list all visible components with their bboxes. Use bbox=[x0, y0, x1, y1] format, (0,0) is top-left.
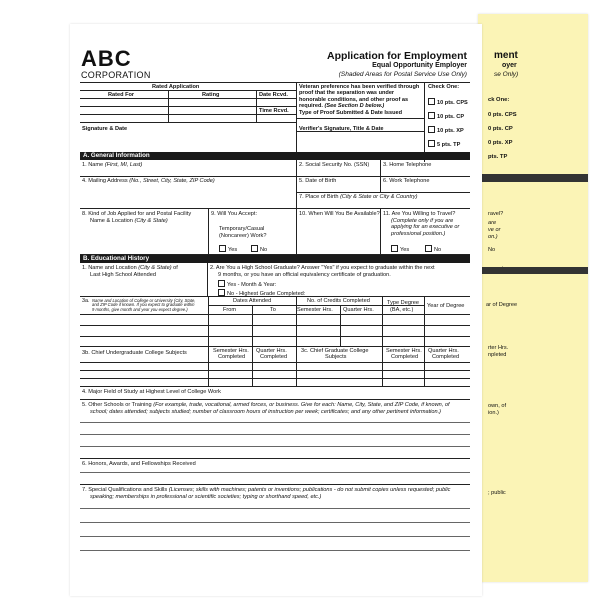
college-hint-1: Name and Location of College or University (City, State, bbox=[92, 297, 196, 303]
rule bbox=[296, 118, 424, 119]
hs-no-label: No - Highest Grade Completed: bbox=[227, 291, 306, 297]
high-school-name-label: 1. Name and Location bbox=[82, 265, 137, 271]
travel-hint-1: (Complete only if you are bbox=[391, 217, 454, 224]
yellow-travel-3: ve or bbox=[488, 227, 501, 233]
will-you-accept-label: 9. Will You Accept: bbox=[211, 211, 258, 217]
veteran-required: required. bbox=[299, 103, 323, 109]
yellow-travel: ravel? bbox=[488, 211, 504, 217]
name-label: 1. Name bbox=[82, 162, 104, 168]
date-of-birth-field[interactable]: 5. Date of Birth bbox=[299, 178, 337, 184]
check-5-tp-label: 5 pts. TP bbox=[437, 142, 461, 148]
hs-graduate-question-1: 2. Are You a High School Graduate? Answer "Yes" if you expect to graduate within the next bbox=[210, 265, 435, 271]
to-label: To bbox=[270, 307, 276, 313]
veteran-line-2: proof that the separation was under bbox=[299, 90, 395, 96]
rule bbox=[80, 386, 470, 387]
travel-no-label: No bbox=[434, 247, 442, 253]
checkbox-10-cp[interactable] bbox=[428, 112, 435, 119]
rule bbox=[208, 208, 209, 254]
grad-sem-label-1: Semester Hrs. bbox=[386, 347, 422, 354]
rule bbox=[296, 82, 297, 162]
credits-label: No. of Credits Completed bbox=[307, 298, 370, 304]
yellow-year-degree: ar of Degree bbox=[486, 302, 518, 308]
other-schools-hint: (For example, trade, vocational, armed forces, or business. Give for each: Name, City, State, and ZIP Code, if known, of bbox=[153, 402, 450, 408]
rule bbox=[380, 160, 381, 192]
from-label: From bbox=[223, 307, 237, 313]
form-subtitle: Equal Opportunity Employer bbox=[372, 62, 467, 69]
rule bbox=[424, 82, 425, 162]
yellow-check-tp: pts. TP bbox=[488, 154, 508, 160]
place-of-birth-label: 7. Place of Birth bbox=[299, 194, 339, 200]
checkbox-travel-yes[interactable] bbox=[391, 245, 398, 252]
yellow-qtr-2: npleted bbox=[488, 352, 507, 358]
rule bbox=[80, 296, 470, 297]
job-applied-label-1: 8. Kind of Job Applied for and Postal Facility bbox=[82, 211, 192, 217]
undergrad-qtr-label-1: Quarter Hrs. bbox=[256, 347, 287, 354]
yellow-title: ment bbox=[494, 50, 518, 61]
rule bbox=[80, 122, 296, 123]
mailing-address-hint: (No., Street, City, State, ZIP Code) bbox=[129, 178, 215, 184]
grad-sem-label-2: Completed bbox=[391, 354, 419, 360]
rule bbox=[296, 192, 470, 193]
dates-attended-label: Dates Attended bbox=[233, 298, 272, 304]
job-applied-label-2 bbox=[90, 218, 168, 225]
yellow-known-1: own, of bbox=[488, 403, 507, 409]
checkbox-10-cps[interactable] bbox=[428, 98, 435, 105]
check-5-tp[interactable] bbox=[428, 140, 460, 149]
high-school-label-2: Last High School Attended bbox=[90, 271, 156, 278]
rule bbox=[80, 378, 470, 379]
type-of-proof-label: Type of Proof Submitted & Date Issued bbox=[299, 110, 403, 116]
other-schools-title: 5. Other Schools or Training bbox=[82, 402, 152, 408]
company-logo: ABC bbox=[81, 46, 132, 71]
veteran-line-3: honorable conditions, and other proof as bbox=[299, 96, 409, 103]
high-school-of: of bbox=[173, 265, 178, 271]
rated-for-label: Rated For bbox=[108, 91, 135, 98]
rule bbox=[80, 208, 470, 209]
check-one-label: Check One: bbox=[428, 83, 460, 90]
rule bbox=[208, 346, 209, 386]
rule bbox=[380, 208, 381, 254]
yellow-travel-4: on.) bbox=[488, 234, 498, 240]
availability-field[interactable]: 10. When Will You Be Available? bbox=[299, 211, 380, 217]
rule bbox=[80, 484, 470, 485]
check-10-cp[interactable] bbox=[428, 112, 464, 121]
rating-label: Rating bbox=[202, 91, 220, 98]
job-location-label: Name & Location bbox=[90, 217, 133, 224]
checkbox-hs-yes[interactable] bbox=[218, 280, 225, 287]
veteran-see-section: (See Section D below.) bbox=[324, 103, 385, 109]
rule bbox=[424, 296, 425, 346]
yellow-check-xp: 0 pts. XP bbox=[488, 140, 513, 146]
special-qualifications-label-2: speaking; memberships in professional or scientific societies; typing or shorthand speed, etc.) bbox=[90, 493, 322, 500]
yellow-subtitle: oyer bbox=[502, 62, 517, 69]
signature-date-label: Signature & Date bbox=[82, 125, 128, 132]
travel-yes-label: Yes bbox=[400, 247, 410, 253]
travel-label: 11. Are You Willing to Travel? bbox=[383, 211, 456, 217]
travel-yes[interactable] bbox=[391, 245, 409, 254]
veteran-line-4 bbox=[299, 103, 384, 110]
hs-graduate-yes[interactable] bbox=[218, 280, 276, 289]
grad-qtr-label-2: Completed bbox=[432, 354, 460, 360]
checkbox-hs-no[interactable] bbox=[218, 289, 225, 296]
undergrad-sem-label-1: Semester Hrs. bbox=[213, 347, 249, 354]
semester-hrs-label: Semester Hrs. bbox=[297, 307, 333, 313]
travel-hint-3: professional position.) bbox=[391, 230, 446, 237]
type-degree-label-1: Type Degree bbox=[387, 300, 420, 306]
job-location-hint: (City & State) bbox=[134, 217, 168, 224]
rule bbox=[80, 106, 296, 107]
accept-no[interactable] bbox=[251, 245, 267, 254]
check-10-cp-label: 10 pts. CP bbox=[437, 114, 465, 120]
rule bbox=[80, 90, 296, 91]
verifier-label: Verifier's Signature, Title & Date bbox=[299, 125, 384, 132]
section-a-title: A. General Information bbox=[83, 152, 150, 159]
rule bbox=[208, 296, 209, 346]
quarter-hrs-label: Quarter Hrs. bbox=[343, 307, 374, 313]
name-field[interactable] bbox=[82, 162, 142, 169]
rule bbox=[80, 346, 470, 347]
rule bbox=[80, 314, 470, 315]
undergrad-subjects-label: 3b. Chief Undergraduate College Subjects bbox=[82, 350, 187, 356]
rule bbox=[296, 296, 297, 346]
checkbox-10-xp[interactable] bbox=[428, 126, 435, 133]
rule bbox=[252, 346, 253, 386]
checkbox-5-tp[interactable] bbox=[428, 140, 435, 147]
rule bbox=[296, 160, 297, 254]
rule bbox=[80, 399, 470, 400]
rule bbox=[80, 458, 470, 459]
rule bbox=[424, 346, 425, 386]
yellow-section-bar-b bbox=[478, 267, 588, 274]
mailing-address-label: 4. Mailing Address bbox=[82, 178, 128, 184]
temporary-casual-label: Temporary/Casual bbox=[219, 226, 265, 232]
undergrad-sem-label-2: Completed bbox=[218, 354, 246, 360]
yellow-section-bar bbox=[478, 174, 588, 182]
rule bbox=[296, 346, 297, 386]
rule bbox=[382, 296, 383, 346]
place-of-birth-field[interactable] bbox=[299, 194, 417, 201]
special-qualifications-title: 7. Special Qualifications and Skills bbox=[82, 487, 168, 493]
high-school-hint: (City & State) bbox=[138, 265, 172, 271]
rule bbox=[80, 176, 470, 177]
college-hint-3: 9 months, give month and year you expect degree.) bbox=[92, 306, 188, 312]
undergrad-qtr-label-2: Completed bbox=[260, 354, 288, 360]
place-of-birth-hint: (City & State or City & Country) bbox=[340, 194, 418, 200]
type-degree-label-2: (BA, etc.) bbox=[390, 306, 414, 313]
other-schools-label-2: school; dates attended; subjects studied; number of classroom hours of instruction per week; certificates; and any other pertinent information.) bbox=[90, 408, 442, 415]
rule bbox=[252, 305, 253, 346]
date-rcvd-label: Date Rcvd. bbox=[259, 91, 288, 98]
major-field-label: 4. Major Field of Study at Highest Level of College Work bbox=[82, 389, 221, 395]
check-10-xp[interactable] bbox=[428, 126, 464, 135]
hs-yes-label: Yes - Month & Year: bbox=[227, 282, 277, 288]
yellow-travel-2: are bbox=[488, 220, 497, 226]
travel-no[interactable] bbox=[425, 245, 441, 254]
grad-qtr-label-1: Quarter Hrs. bbox=[428, 347, 459, 354]
section-b-title: B. Educational History bbox=[83, 255, 150, 262]
year-degree-label: Year of Degree bbox=[427, 303, 465, 309]
accept-yes[interactable] bbox=[219, 245, 237, 254]
grad-subjects-label-2: Subjects bbox=[325, 354, 347, 360]
rule bbox=[80, 370, 470, 371]
home-telephone-field[interactable]: 3. Home Telephone bbox=[383, 162, 432, 168]
checkbox-accept-yes[interactable] bbox=[219, 245, 226, 252]
college-3a: 3a. bbox=[82, 298, 90, 304]
yellow-check-one: ck One: bbox=[488, 97, 510, 103]
rule bbox=[80, 336, 470, 337]
rule bbox=[80, 325, 470, 326]
grad-subjects-label-1: 3c. Chief Graduate College bbox=[301, 347, 369, 354]
college-hint-2: and ZIP Code if known. If you expect to graduate within bbox=[92, 302, 195, 307]
check-10-xp-label: 10 pts. XP bbox=[437, 128, 464, 134]
accept-no-label: No bbox=[260, 247, 268, 253]
yellow-copy-sheet bbox=[478, 14, 588, 582]
accept-yes-label: Yes bbox=[228, 247, 238, 253]
rule bbox=[80, 362, 470, 363]
hs-graduate-question-2: 9 months, or you have an official equivalency certificate of graduation. bbox=[218, 271, 391, 278]
checkbox-accept-no[interactable] bbox=[251, 245, 258, 252]
yellow-no: No bbox=[488, 247, 496, 253]
check-10-cps[interactable] bbox=[428, 98, 468, 107]
section-b-header bbox=[80, 255, 470, 263]
check-10-cps-label: 10 pts. CPS bbox=[437, 100, 468, 106]
rated-application-label: Rated Application bbox=[152, 83, 200, 90]
rule bbox=[208, 305, 424, 306]
yellow-qtr-1: rter Hrs. bbox=[488, 345, 509, 351]
honors-label: 6. Honors, Awards, and Fellowships Received bbox=[82, 461, 196, 467]
rule bbox=[80, 114, 296, 115]
rule bbox=[80, 98, 296, 99]
yellow-public: ; public bbox=[488, 490, 506, 496]
company-name: CORPORATION bbox=[81, 70, 151, 80]
yellow-known-2: ion.) bbox=[488, 410, 499, 416]
rule bbox=[256, 90, 257, 122]
time-rcvd-label: Time Rcvd. bbox=[259, 107, 289, 114]
rule bbox=[207, 263, 208, 296]
rule bbox=[382, 346, 383, 386]
mailing-address-field[interactable] bbox=[82, 178, 215, 185]
rule bbox=[340, 305, 341, 346]
ssn-field[interactable]: 2. Social Security No. (SSN) bbox=[299, 162, 370, 168]
work-telephone-field[interactable]: 6. Work Telephone bbox=[383, 178, 430, 184]
veteran-line-1: Veteran preference has been verified through bbox=[299, 83, 420, 90]
section-a-header bbox=[80, 152, 470, 160]
travel-hint-2: applying for an executive or bbox=[391, 224, 460, 230]
checkbox-travel-no[interactable] bbox=[425, 245, 432, 252]
yellow-note: se Only) bbox=[494, 71, 519, 78]
name-hint: (First, MI, Last) bbox=[104, 162, 143, 168]
yellow-check-cps: 0 pts. CPS bbox=[488, 112, 517, 118]
form-title: Application for Employment bbox=[326, 50, 467, 62]
form-note: (Shaded Areas for Postal Service Use Only) bbox=[338, 71, 467, 78]
yellow-check-cp: 0 pts. CP bbox=[488, 126, 513, 132]
application-form bbox=[70, 24, 482, 596]
noncareer-work-label: (Noncareer) Work? bbox=[219, 232, 267, 239]
rule bbox=[168, 90, 169, 122]
special-qualifications-hint: (Licenses; skills with machines; patents or inventions; publications - do not submit copies unless requested; public bbox=[168, 487, 451, 493]
